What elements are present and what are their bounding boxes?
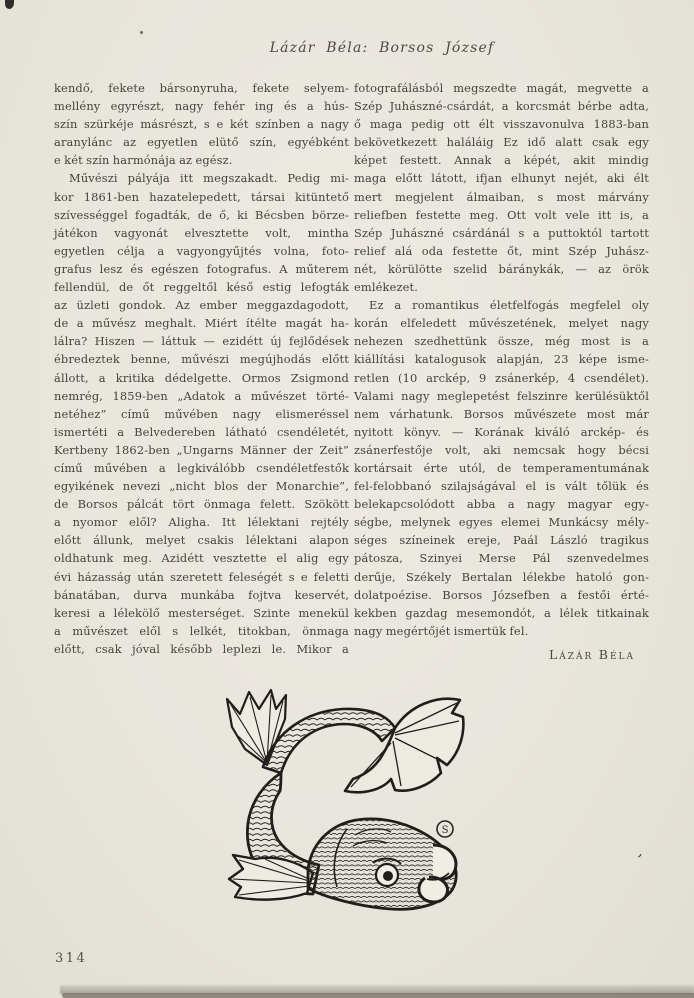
text-line: de Borsos pálcát tört önmaga felett. Szökött [54, 497, 349, 512]
text-line: retlen (10 arckép, 9 zsánerkép, 4 csendélet). [354, 370, 649, 385]
text-line: évi házasság után szeretett feleségét s e feletti [54, 569, 349, 584]
text-line: Valami nagy meglepetést felszinre kerülésüktől [354, 388, 649, 403]
text-line: az üzleti gondok. Az ember meggazdagodott, [54, 298, 349, 313]
text-line: mellény egyrészt, nagy fehér ing és a hús- [54, 99, 349, 114]
text-line: kiállítási katalogusok alapján, 23 képe isme- [354, 352, 649, 367]
page-number: 314 [55, 951, 88, 966]
text-line: kekben gazdag mesemondót, a lélek titkainak [354, 605, 649, 620]
text-line: reliefben festette meg. Ott volt vele itt is, a [354, 207, 649, 222]
text-column-left [54, 79, 349, 658]
text-line: bánatában, durva munkába fojtva keservét, [54, 587, 349, 602]
text-line: fel-felobbanó szilajságával el is vált tőlük és [354, 479, 649, 494]
running-header: Lázár Béla: Borsos József [269, 40, 495, 56]
text-line: bekövetkezett haláláig Ez idő alatt csak egy [354, 135, 649, 150]
artist-monogram [437, 821, 453, 837]
text-line: lálra? Hiszen — láttuk — ezidétt új fejlődések [54, 334, 349, 349]
text-line: Művészi pályája itt megszakadt. Pedig mi- [69, 171, 349, 186]
text-line: zsánerfestője volt, aki nemcsak hogy bécsi [354, 442, 649, 457]
text-line: képet festett. Annak a képét, akit mindig [354, 153, 649, 168]
text-line: Szép Juhászné-csárdát, a korcsmát bérbe adta, [354, 99, 649, 114]
text-line: nyitott könyv. — Korának kiváló arckép- és [354, 424, 649, 439]
text-line: nagy megértőjét ismertük fel. [354, 623, 529, 638]
text-line: Ez a romantikus életfelfogás megfelel oly [369, 298, 649, 313]
text-line: relief alá oda festette őt, mint Szép Juhász- [354, 243, 649, 258]
text-line: egyetlen célja a vagyongyűjtés volna, foto- [54, 243, 349, 258]
text-line: ő maga pedig ott élt visszavonulva 1883-ban [354, 117, 649, 132]
text-line: kor 1861-ben hazatelepedett, társai kitüntető [54, 189, 349, 204]
text-line: dolatpoézise. Borsos Józsefben a festői érté- [354, 587, 649, 602]
text-line: állott, a kritika dédelgette. Ormos Zsigmond [54, 370, 349, 385]
text-line: netéhez” című művében nagy elismeréssel [54, 406, 349, 421]
text-line: a nyomor elől? Aligha. Itt lélektani rejtély [54, 515, 349, 530]
text-column-right [354, 79, 649, 664]
fish-illustration [205, 683, 475, 918]
text-line: Szép Juhászné csárdánál s a puttoktól tartott [354, 225, 649, 240]
text-line: grafus lesz és egészen fotografus. A műterem [54, 261, 349, 276]
text-line: ébredeztek benne, művészi megújhodás előtt [54, 352, 349, 367]
text-line: szín szürkéje másrészt, s e két színben a nagy [54, 117, 349, 132]
svg-text:S: S [441, 825, 449, 836]
text-line: előtt állunk, melyet csakis lélektani alapon [54, 533, 349, 548]
text-line: egyikének nevezi „nicht blos der Monarchie”, [54, 479, 349, 494]
scan-corner-mark [5, 0, 14, 9]
text-line: emlékezet. [354, 280, 419, 295]
text-line: játékon vagyonát elvesztette volt, mintha [54, 225, 349, 240]
text-line: belekapcsolódott abba a nagy magyar egy- [354, 497, 649, 512]
text-line: derűje, Székely Bertalan lélekbe hatoló gon- [354, 569, 649, 584]
column-lines [54, 79, 349, 658]
text-line: ségbe, melynek egyes elemei Munkácsy mély- [354, 515, 649, 530]
text-line: fellendül, de őt reggeltől késő estig lefogták [54, 280, 349, 295]
text-line: oldhatunk meg. Azidétt vesztette el alig egy [54, 551, 349, 566]
text-line: kendő, fekete bársonyruha, fekete selyem- [54, 81, 349, 95]
text-line: aranylánc az egyetlen elütő szín, egyébként [54, 135, 349, 150]
text-line: e két szín harmónája az egész. [54, 153, 233, 168]
text-line: séges színeinek ereje, Paál László tragikus [354, 533, 649, 548]
column-lines [354, 79, 649, 640]
fish-head [308, 819, 456, 909]
text-line: kortársait érte utól, de temperamentumának [354, 460, 649, 475]
text-line: maga előtt látott, ifjan elhunyt nejét, aki élt [354, 171, 649, 186]
text-line: korán elfeledett művészetének, melyet nagy [354, 316, 649, 331]
text-line: mert megjelent álmaiban, s most márvány [354, 189, 649, 204]
text-line: nemrég, 1859-ben „Adatok a művészet törté- [54, 388, 349, 403]
text-line: szívességgel fogadták, de ő, ki Bécsben börze- [54, 207, 349, 222]
text-line: a művészet elől s lelkét, titokban, önmaga [54, 623, 349, 638]
text-line: című művében a legkiválóbb csendéletfestők [54, 460, 349, 475]
text-line: fotografálásból megszedte magát, megvette a [354, 81, 649, 95]
text-line: de a művész meghalt. Miért ítélte magát ha- [54, 316, 349, 331]
text-line: nét, körülötte szelid báránykák, — az örök [354, 261, 649, 276]
text-line: Kertbeny 1862-ben „Ungarns Männer der Zeit” [54, 442, 349, 457]
ink-mark: ʼ [634, 850, 643, 870]
text-line: pátosza, Szinyei Merse Pál szenvedelmes [354, 551, 649, 566]
text-line: előtt, csak jóval később leplezi le. Mikor a [54, 641, 349, 656]
text-line: ismertéti a Belvedereben látható csendéletét, [54, 424, 349, 439]
ink-speck [140, 31, 143, 34]
text-line: nehezen szedhettünk össze, még most is a [354, 334, 649, 349]
scan-edge-line [62, 993, 694, 998]
text-line: nem várhatunk. Borsos művészete most már [354, 406, 649, 421]
author-signature: Lázár Béla [548, 646, 635, 662]
text-line: keresi a lélekölő mesterséget. Szinte menekül [54, 605, 349, 620]
